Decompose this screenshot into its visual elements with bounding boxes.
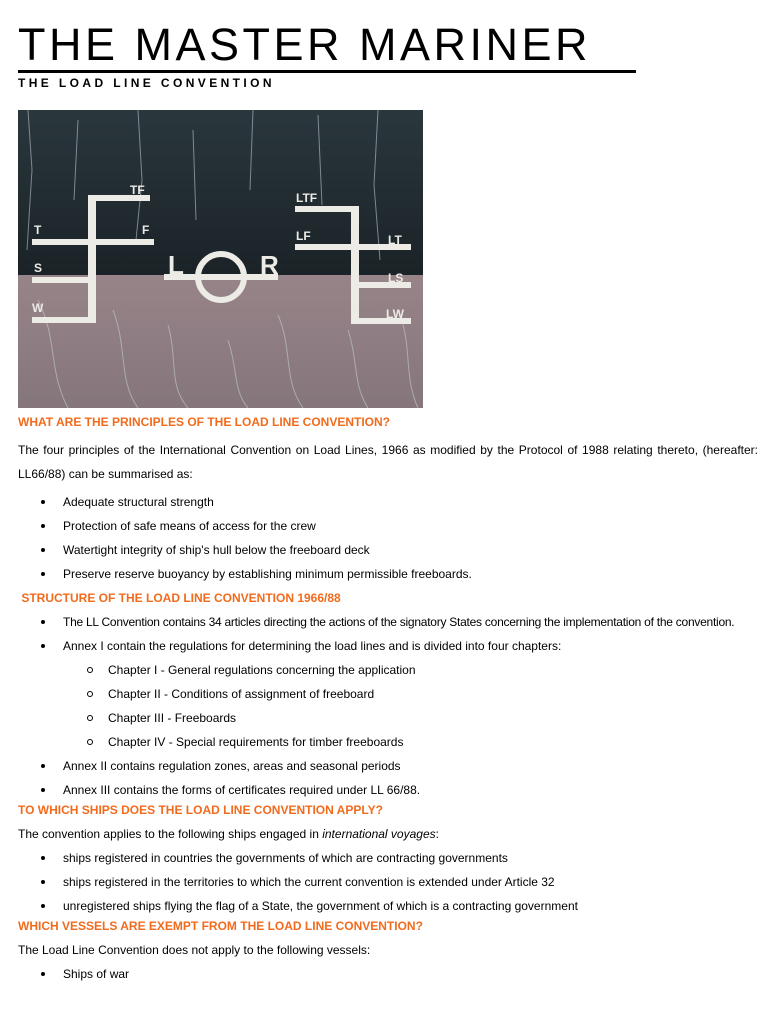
page-title: THE MASTER MARINER xyxy=(18,19,592,70)
svg-text:LT: LT xyxy=(388,233,402,247)
list-item: Annex III contains the forms of certificates required under LL 66/88. xyxy=(18,782,758,798)
list-item: Annex II contains regulation zones, areas and seasonal periods xyxy=(18,758,758,774)
list-item: unregistered ships flying the flag of a State, the government of which is a contracting government xyxy=(18,898,758,914)
svg-text:R: R xyxy=(260,250,279,280)
section-heading-principles: WHAT ARE THE PRINCIPLES OF THE LOAD LINE CONVENTION? xyxy=(18,415,390,429)
intro-punctuation: : xyxy=(435,827,439,841)
title-underline xyxy=(18,70,636,73)
list-item: Protection of safe means of access for the crew xyxy=(18,518,758,534)
intro-text: The convention applies to the following ships engaged in xyxy=(18,827,323,841)
exemptions-list xyxy=(18,966,758,982)
load-line-marks-photo xyxy=(18,110,423,408)
list-item: Preserve reserve buoyancy by establishing minimum permissible freeboards. xyxy=(18,566,758,582)
chapter-item: Chapter III - Freeboards xyxy=(63,710,758,726)
exemptions-intro: The Load Line Convention does not apply to the following vessels: xyxy=(18,943,371,957)
svg-text:T: T xyxy=(34,223,42,237)
list-item: Adequate structural strength xyxy=(18,494,758,510)
svg-text:TF: TF xyxy=(130,183,145,197)
svg-text:LF: LF xyxy=(296,229,311,243)
list-item: ships registered in the territories to which the current convention is extended under Article 32 xyxy=(18,874,758,890)
chapter-item: Chapter I - General regulations concerning the application xyxy=(63,662,758,678)
section-heading-structure: STRUCTURE OF THE LOAD LINE CONVENTION 1966/88 xyxy=(18,591,341,605)
section-heading-exemptions: WHICH VESSELS ARE EXEMPT FROM THE LOAD LINE CONVENTION? xyxy=(18,919,423,933)
applicability-list xyxy=(18,850,758,914)
svg-text:LTF: LTF xyxy=(296,191,318,205)
applicability-intro xyxy=(18,826,758,842)
structure-list xyxy=(18,614,758,798)
principles-list xyxy=(18,494,758,582)
chapter-item: Chapter II - Conditions of assignment of freeboard xyxy=(63,686,758,702)
chapter-item: Chapter IV - Special requirements for timber freeboards xyxy=(63,734,758,750)
svg-text:S: S xyxy=(34,261,43,275)
svg-text:W: W xyxy=(32,301,44,315)
svg-text:F: F xyxy=(142,223,150,237)
list-item: Ships of war xyxy=(18,966,758,982)
intro-emphasis: international voyages xyxy=(322,827,436,841)
page-subtitle: THE LOAD LINE CONVENTION xyxy=(18,76,275,90)
chapters-list xyxy=(63,662,758,750)
annex-i-text: Annex I contain the regulations for determining the load lines and is divided into four chapters: xyxy=(63,639,562,653)
svg-text:LW: LW xyxy=(386,307,404,321)
section-heading-applicability: TO WHICH SHIPS DOES THE LOAD LINE CONVENTION APPLY? xyxy=(18,803,383,817)
list-item: Watertight integrity of ship's hull below the freeboard deck xyxy=(18,542,758,558)
list-item-annex-i xyxy=(18,638,758,750)
svg-text:LS: LS xyxy=(388,271,404,285)
list-item: The LL Convention contains 34 articles directing the actions of the signatory States concerning the implementation of the convention. xyxy=(18,614,758,630)
list-item: ships registered in countries the governments of which are contracting governments xyxy=(18,850,758,866)
svg-text:L: L xyxy=(168,250,184,280)
principles-intro: The four principles of the International Convention on Load Lines, 1966 as modified by the Protocol of 1988 relating thereto, (hereafter: LL66/88) can be summarised as: xyxy=(18,443,758,481)
article-body xyxy=(18,414,758,990)
